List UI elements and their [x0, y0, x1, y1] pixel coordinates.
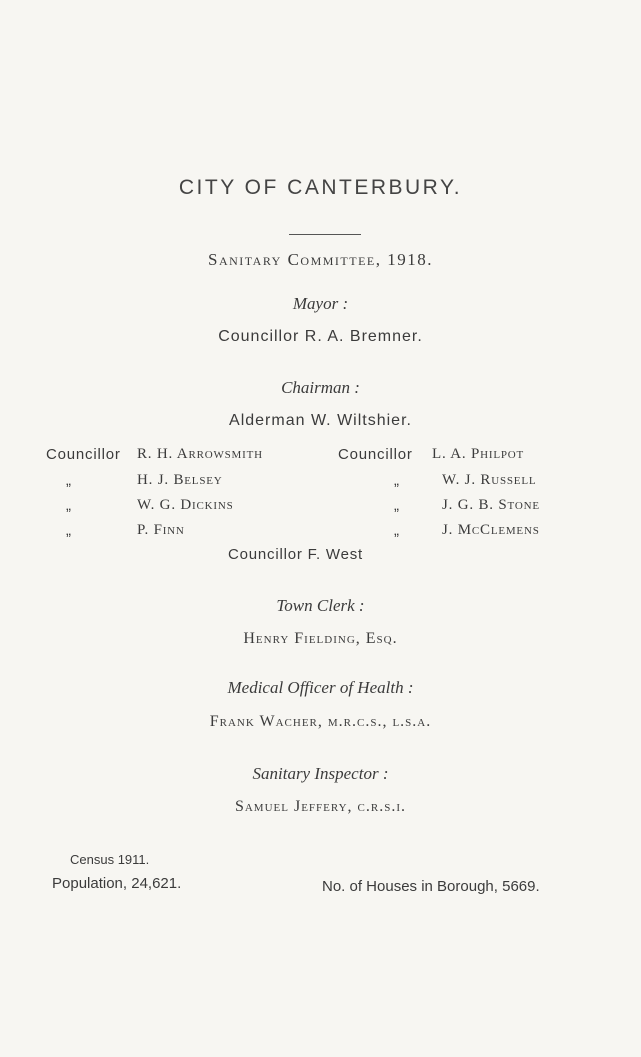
- councillor-left-prefix-3: „: [66, 497, 72, 514]
- town-clerk-role: Town Clerk :: [276, 596, 365, 615]
- mayor-role: Mayor :: [292, 294, 349, 313]
- councillor-right-prefix-1: Councillor: [338, 446, 413, 463]
- medical-officer-role: Medical Officer of Health :: [227, 678, 414, 697]
- chairman-name: Alderman W. Wiltshier.: [229, 412, 412, 429]
- councillor-left-prefix-2: „: [66, 472, 72, 489]
- councillor-left-prefix-1: Councillor: [46, 446, 121, 463]
- page-title: CITY OF CANTERBURY.: [178, 176, 463, 199]
- councillor-right-name-4: J. McClemens: [442, 522, 540, 538]
- chairman-role: Chairman :: [281, 378, 360, 397]
- committee-heading: Sanitary Committee, 1918.: [208, 250, 433, 269]
- councillor-right-prefix-3: „: [394, 497, 400, 514]
- census-label: Census 1911.: [70, 852, 150, 867]
- councillor-left-prefix-4: „: [66, 522, 72, 539]
- councillor-right-prefix-2: „: [394, 472, 400, 489]
- councillor-left-name-4: P. Finn: [137, 522, 185, 538]
- title-divider: [289, 234, 361, 235]
- councillor-last: Councillor F. West: [228, 546, 363, 563]
- councillor-right-name-1: L. A. Philpot: [432, 446, 525, 462]
- sanitary-inspector-name: Samuel Jeffery, c.r.s.i.: [234, 798, 407, 815]
- medical-officer-name: Frank Wacher, m.r.c.s., l.s.a.: [209, 713, 432, 730]
- councillor-right-prefix-4: „: [394, 522, 400, 539]
- councillor-left-name-2: H. J. Belsey: [137, 472, 223, 488]
- councillor-left-name-1: R. H. Arrowsmith: [137, 446, 263, 462]
- houses-text: No. of Houses in Borough, 5669.: [322, 878, 540, 895]
- councillor-left-name-3: W. G. Dickins: [137, 497, 234, 513]
- sanitary-inspector-role: Sanitary Inspector :: [252, 764, 389, 783]
- town-clerk-name: Henry Fielding, Esq.: [243, 630, 398, 647]
- councillor-right-name-3: J. G. B. Stone: [442, 497, 540, 513]
- population-text: Population, 24,621.: [52, 875, 182, 892]
- councillor-right-name-2: W. J. Russell: [442, 472, 537, 488]
- mayor-name: Councillor R. A. Bremner.: [218, 328, 423, 345]
